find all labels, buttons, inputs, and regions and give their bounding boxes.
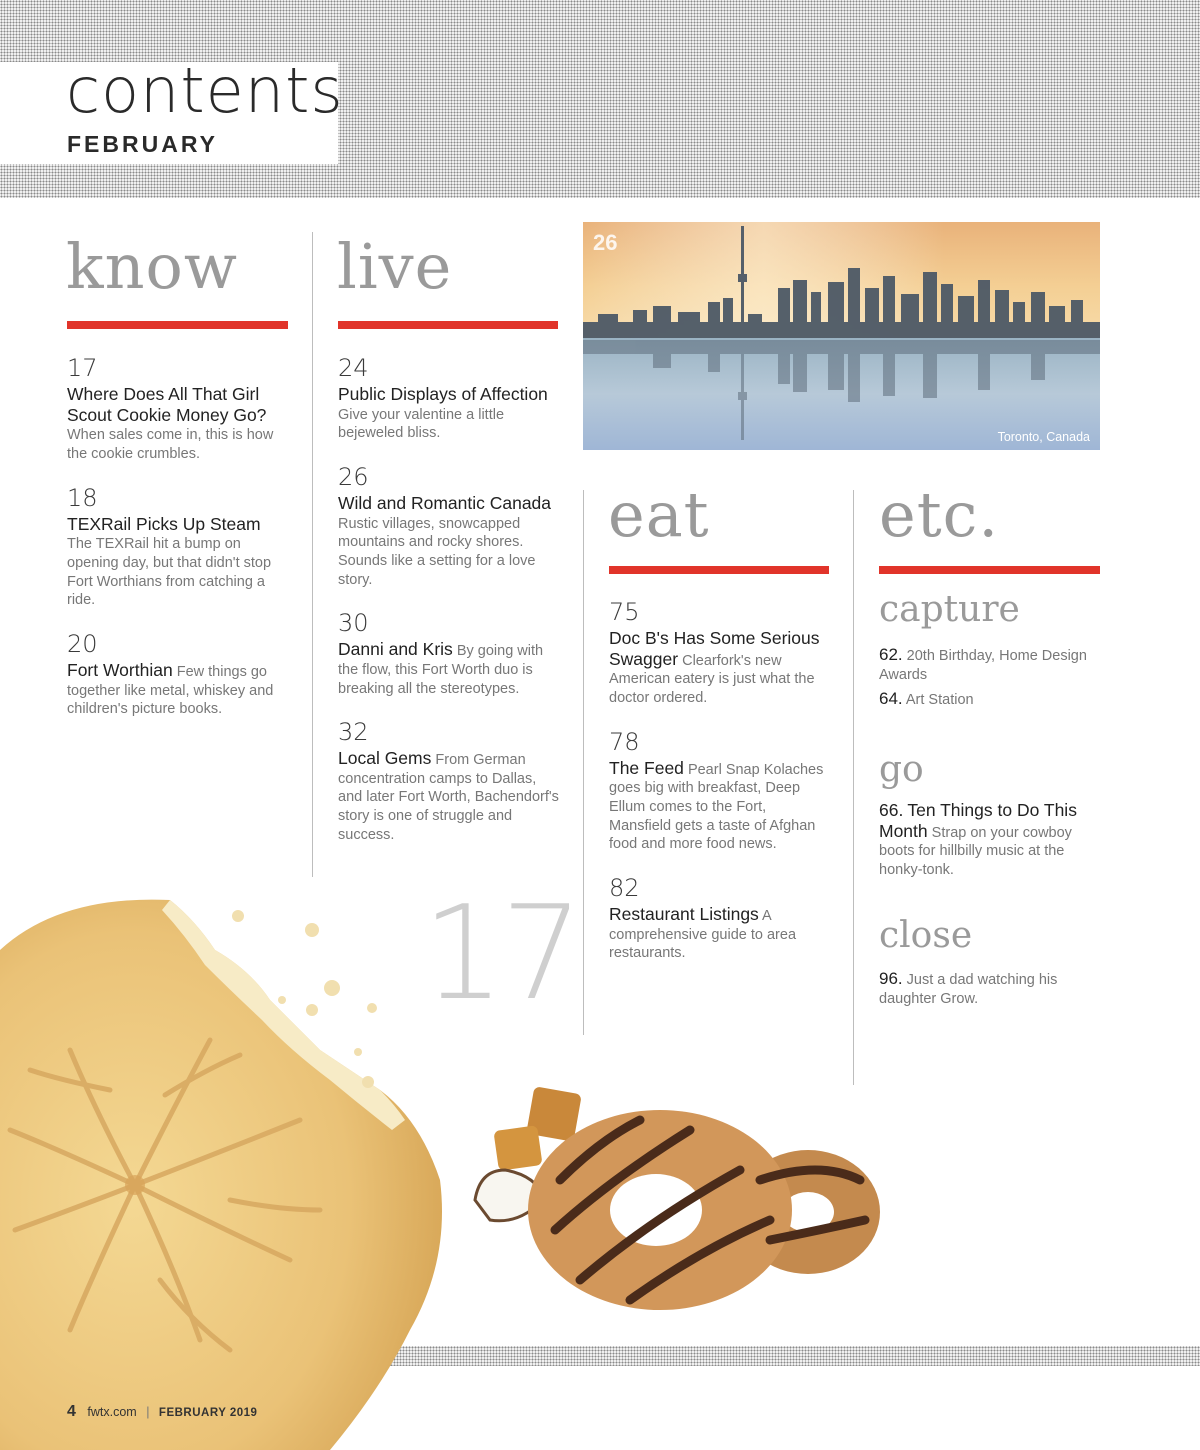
know-column	[67, 356, 289, 741]
toc-entry[interactable]	[609, 727, 831, 854]
entry-page-number: 26	[338, 462, 369, 491]
toc-entry[interactable]	[338, 611, 560, 698]
entry-page-number: 32	[338, 718, 369, 747]
entry-description: Give your valentine a little bejeweled bliss.	[338, 406, 505, 442]
cookie-story-page-number: 17	[422, 877, 580, 1029]
toronto-skyline-photo[interactable]	[583, 222, 1100, 450]
toc-entry[interactable]	[879, 690, 1101, 710]
entry-description: The TEXRail hit a bump on opening day, but that didn't stop Fort Worthians from catching a ride.	[67, 536, 272, 609]
entry-text: 20th Birthday, Home Design Awards	[879, 648, 1087, 683]
entry-title: The Feed	[609, 757, 684, 778]
entry-title: Wild and Romantic Canada	[338, 493, 552, 514]
red-bar-live	[338, 321, 558, 329]
entry-description: A comprehensive guide to area restaurants.	[609, 907, 797, 962]
toc-entry[interactable]	[67, 629, 289, 719]
capture-list	[879, 646, 1101, 732]
entry-description: By going with the flow, this Fort Worth duo is breaking all the stereotypes.	[338, 643, 544, 697]
toc-entry[interactable]	[338, 356, 560, 443]
skyline-illustration	[583, 222, 1100, 450]
section-heading-live: live	[337, 230, 453, 303]
entry-page-number: 78	[609, 727, 640, 756]
entry-page-number: 24	[338, 354, 369, 382]
footer-site: fwtx.com	[87, 1405, 137, 1419]
subsection-heading-close: close	[879, 915, 973, 956]
live-column	[338, 356, 560, 866]
photo-page-number: 26	[593, 230, 618, 255]
entry-title: Fort Worthian	[67, 659, 173, 680]
section-heading-etc: etc.	[879, 478, 1000, 551]
footer-separator: |	[146, 1405, 150, 1419]
toc-entry[interactable]	[338, 720, 560, 844]
entry-description: Pearl Snap Kolaches goes big with breakfast, Deep Ellum comes to the Fort, Mansfield gets a taste of Afghan food and more food news.	[609, 761, 824, 853]
entry-page-number: 96.	[879, 969, 903, 988]
entry-page-number: 62.	[879, 645, 903, 664]
masthead-month: FEBRUARY	[67, 131, 218, 157]
photo-caption: Toronto, Canada	[997, 430, 1090, 444]
entry-page-number: 64.	[879, 689, 903, 709]
entry-title: Public Displays of Affection	[338, 384, 548, 405]
section-heading-eat: eat	[608, 478, 710, 551]
footer-page-number: 4	[67, 1403, 76, 1420]
toc-entry[interactable]	[67, 356, 289, 464]
entry-page-number: 30	[338, 609, 369, 638]
entry-text: Just a dad watching his daughter Grow.	[879, 972, 1058, 1007]
subsection-heading-go: go	[879, 749, 924, 790]
toc-entry[interactable]	[67, 483, 289, 610]
toc-entry[interactable]	[879, 970, 1101, 1008]
toc-entry[interactable]	[879, 801, 1101, 879]
entry-title: Danni and Kris	[338, 639, 453, 660]
entry-title: Doc B's Has Some Serious Swagger	[609, 628, 820, 669]
entry-page-number: 18	[67, 483, 98, 512]
entry-title: Local Gems	[338, 748, 432, 769]
red-bar-eat	[609, 566, 829, 574]
entry-page-number: 17	[67, 354, 98, 382]
masthead-title: contents	[66, 54, 344, 127]
divider-know-live	[312, 232, 313, 877]
entry-page-number: 75	[609, 598, 640, 626]
entry-title: Ten Things to Do This Month	[879, 800, 1077, 841]
entry-title: Restaurant Listings	[609, 903, 759, 924]
toc-entry[interactable]	[609, 600, 831, 708]
entry-page-number: 66.	[879, 800, 904, 820]
close-list	[879, 970, 1101, 1030]
entry-description: Clearfork's new American eatery is just what the doctor ordered.	[609, 652, 815, 706]
entry-title: TEXRail Picks Up Steam	[67, 513, 261, 534]
entry-text: Art Station	[905, 692, 974, 709]
toc-entry[interactable]	[879, 646, 1101, 684]
entry-page-number: 82	[609, 873, 640, 902]
entry-title: Where Does All That Girl Scout Cookie Money Go?	[67, 384, 267, 425]
subsection-heading-capture: capture	[879, 589, 1020, 630]
entry-page-number: 20	[67, 629, 98, 658]
page-footer	[67, 1403, 257, 1421]
red-bar-etc	[879, 566, 1100, 574]
go-list	[879, 801, 1101, 901]
red-bar-know	[67, 321, 288, 329]
entry-description: From German concentration camps to Dallas, and later Fort Worth, Bachendorf's story is one of struggle and success.	[338, 752, 559, 843]
entry-description: Rustic villages, snowcapped mountains and rocky shores. Sounds like a setting for a love story.	[338, 515, 536, 588]
entry-description: Few things go together like metal, whiskey and children's picture books.	[67, 663, 274, 718]
entry-description: Strap on your cowboy boots for hillbilly music at the honky-tonk.	[879, 824, 1072, 878]
toc-entry[interactable]	[338, 462, 560, 589]
entry-description: When sales come in, this is how the cookie crumbles.	[67, 427, 274, 462]
footer-issue: FEBRUARY 2019	[158, 1407, 258, 1419]
section-heading-know: know	[66, 230, 238, 303]
